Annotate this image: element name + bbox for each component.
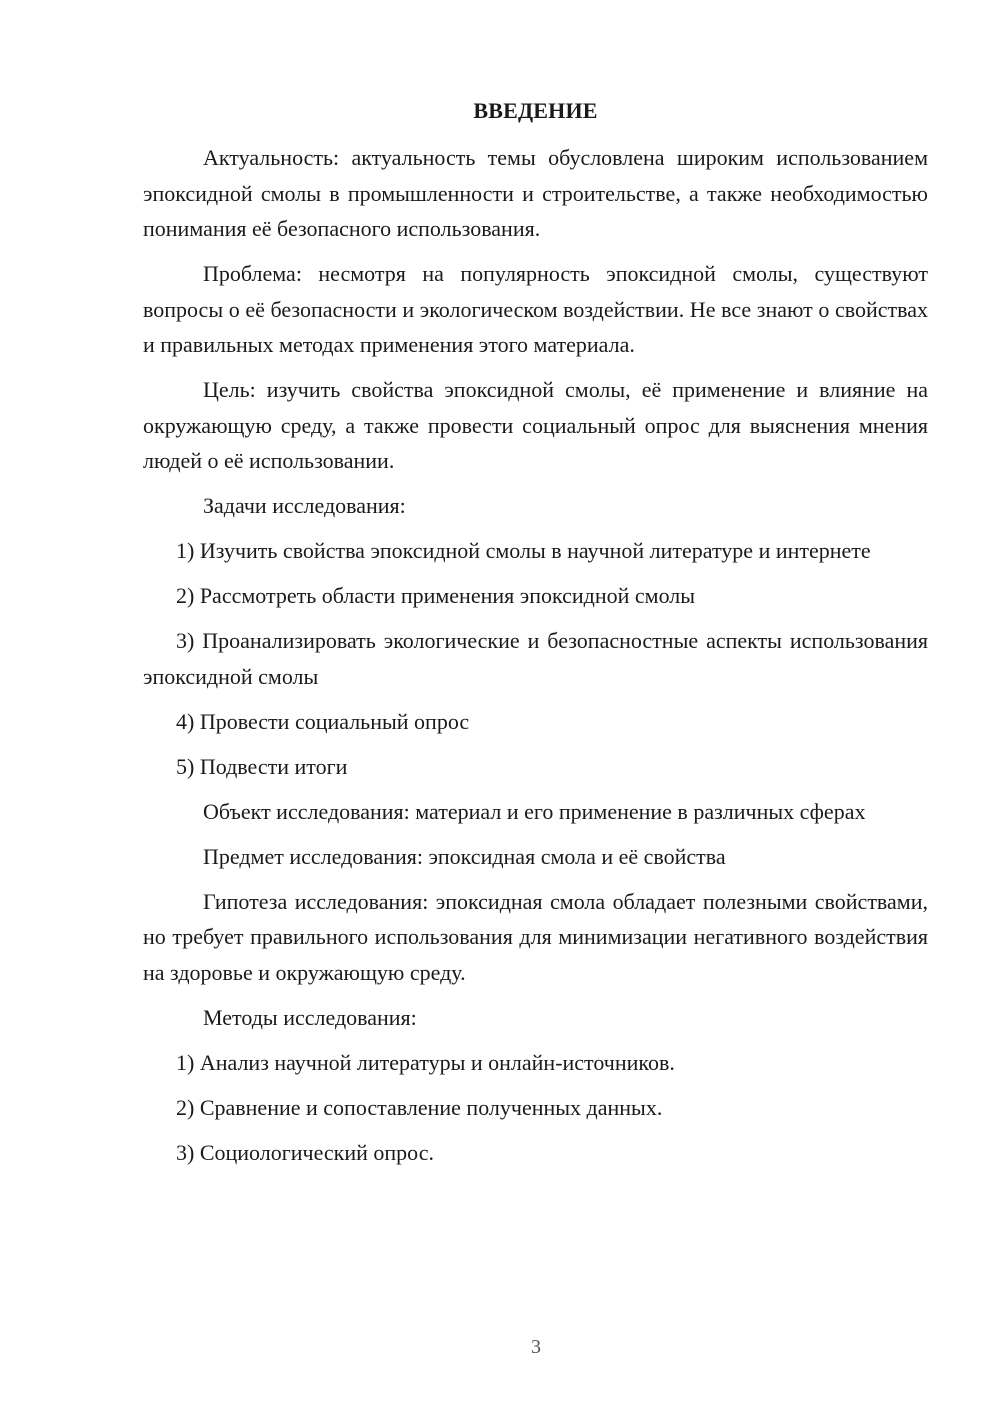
method-item: 2) Сравнение и сопоставление полученных данных.: [176, 1094, 663, 1120]
task-item: 1) Изучить свойства эпоксидной смолы в научной литературе и интернете: [176, 538, 871, 563]
tasks-heading: Задачи исследования:: [203, 493, 406, 518]
goal-paragraph: Цель: изучить свойства эпоксидной смолы, её применение и влияние на окружающую среду, а также провести социальный опрос для выяснения мнения людей о её использовании.: [143, 377, 928, 473]
methods-heading: Методы исследования:: [203, 1004, 417, 1030]
section-title: ВВЕДЕНИЕ: [473, 98, 598, 123]
task-item: 2) Рассмотреть области применения эпоксидной смолы: [176, 583, 696, 608]
page-number: 3: [531, 1336, 541, 1358]
task-item: 5) Подвести итоги: [176, 753, 348, 779]
method-item: 3) Социологический опрос.: [176, 1139, 434, 1165]
task-item: 3) Проанализировать экологические и безопасностные аспекты использования эпоксидной смолы: [143, 628, 928, 689]
document-page: [143, 96, 928, 1180]
hypothesis-paragraph: Гипотеза исследования: эпоксидная смола обладает полезными свойствами, но требует правильного использования для минимизации негативного воздействия на здоровье и окружающую среду.: [143, 888, 928, 985]
problem-paragraph: Проблема: несмотря на популярность эпоксидной смолы, существуют вопросы о её безопасности и экологическом воздействии. Не все знают о свойствах и правильных методах применения этого материала.: [143, 261, 928, 357]
method-item: 1) Анализ научной литературы и онлайн-источников.: [176, 1049, 675, 1075]
task-item: 4) Провести социальный опрос: [176, 708, 470, 734]
subject-paragraph: Предмет исследования: эпоксидная смола и её свойства: [203, 843, 726, 869]
relevance-paragraph: Актуальность: актуальность темы обусловлена широким использованием эпоксидной смолы в промышленности и строительстве, а также необходимостью понимания её безопасного использования.: [143, 145, 928, 241]
object-paragraph: Объект исследования: материал и его применение в различных сферах: [203, 798, 866, 824]
